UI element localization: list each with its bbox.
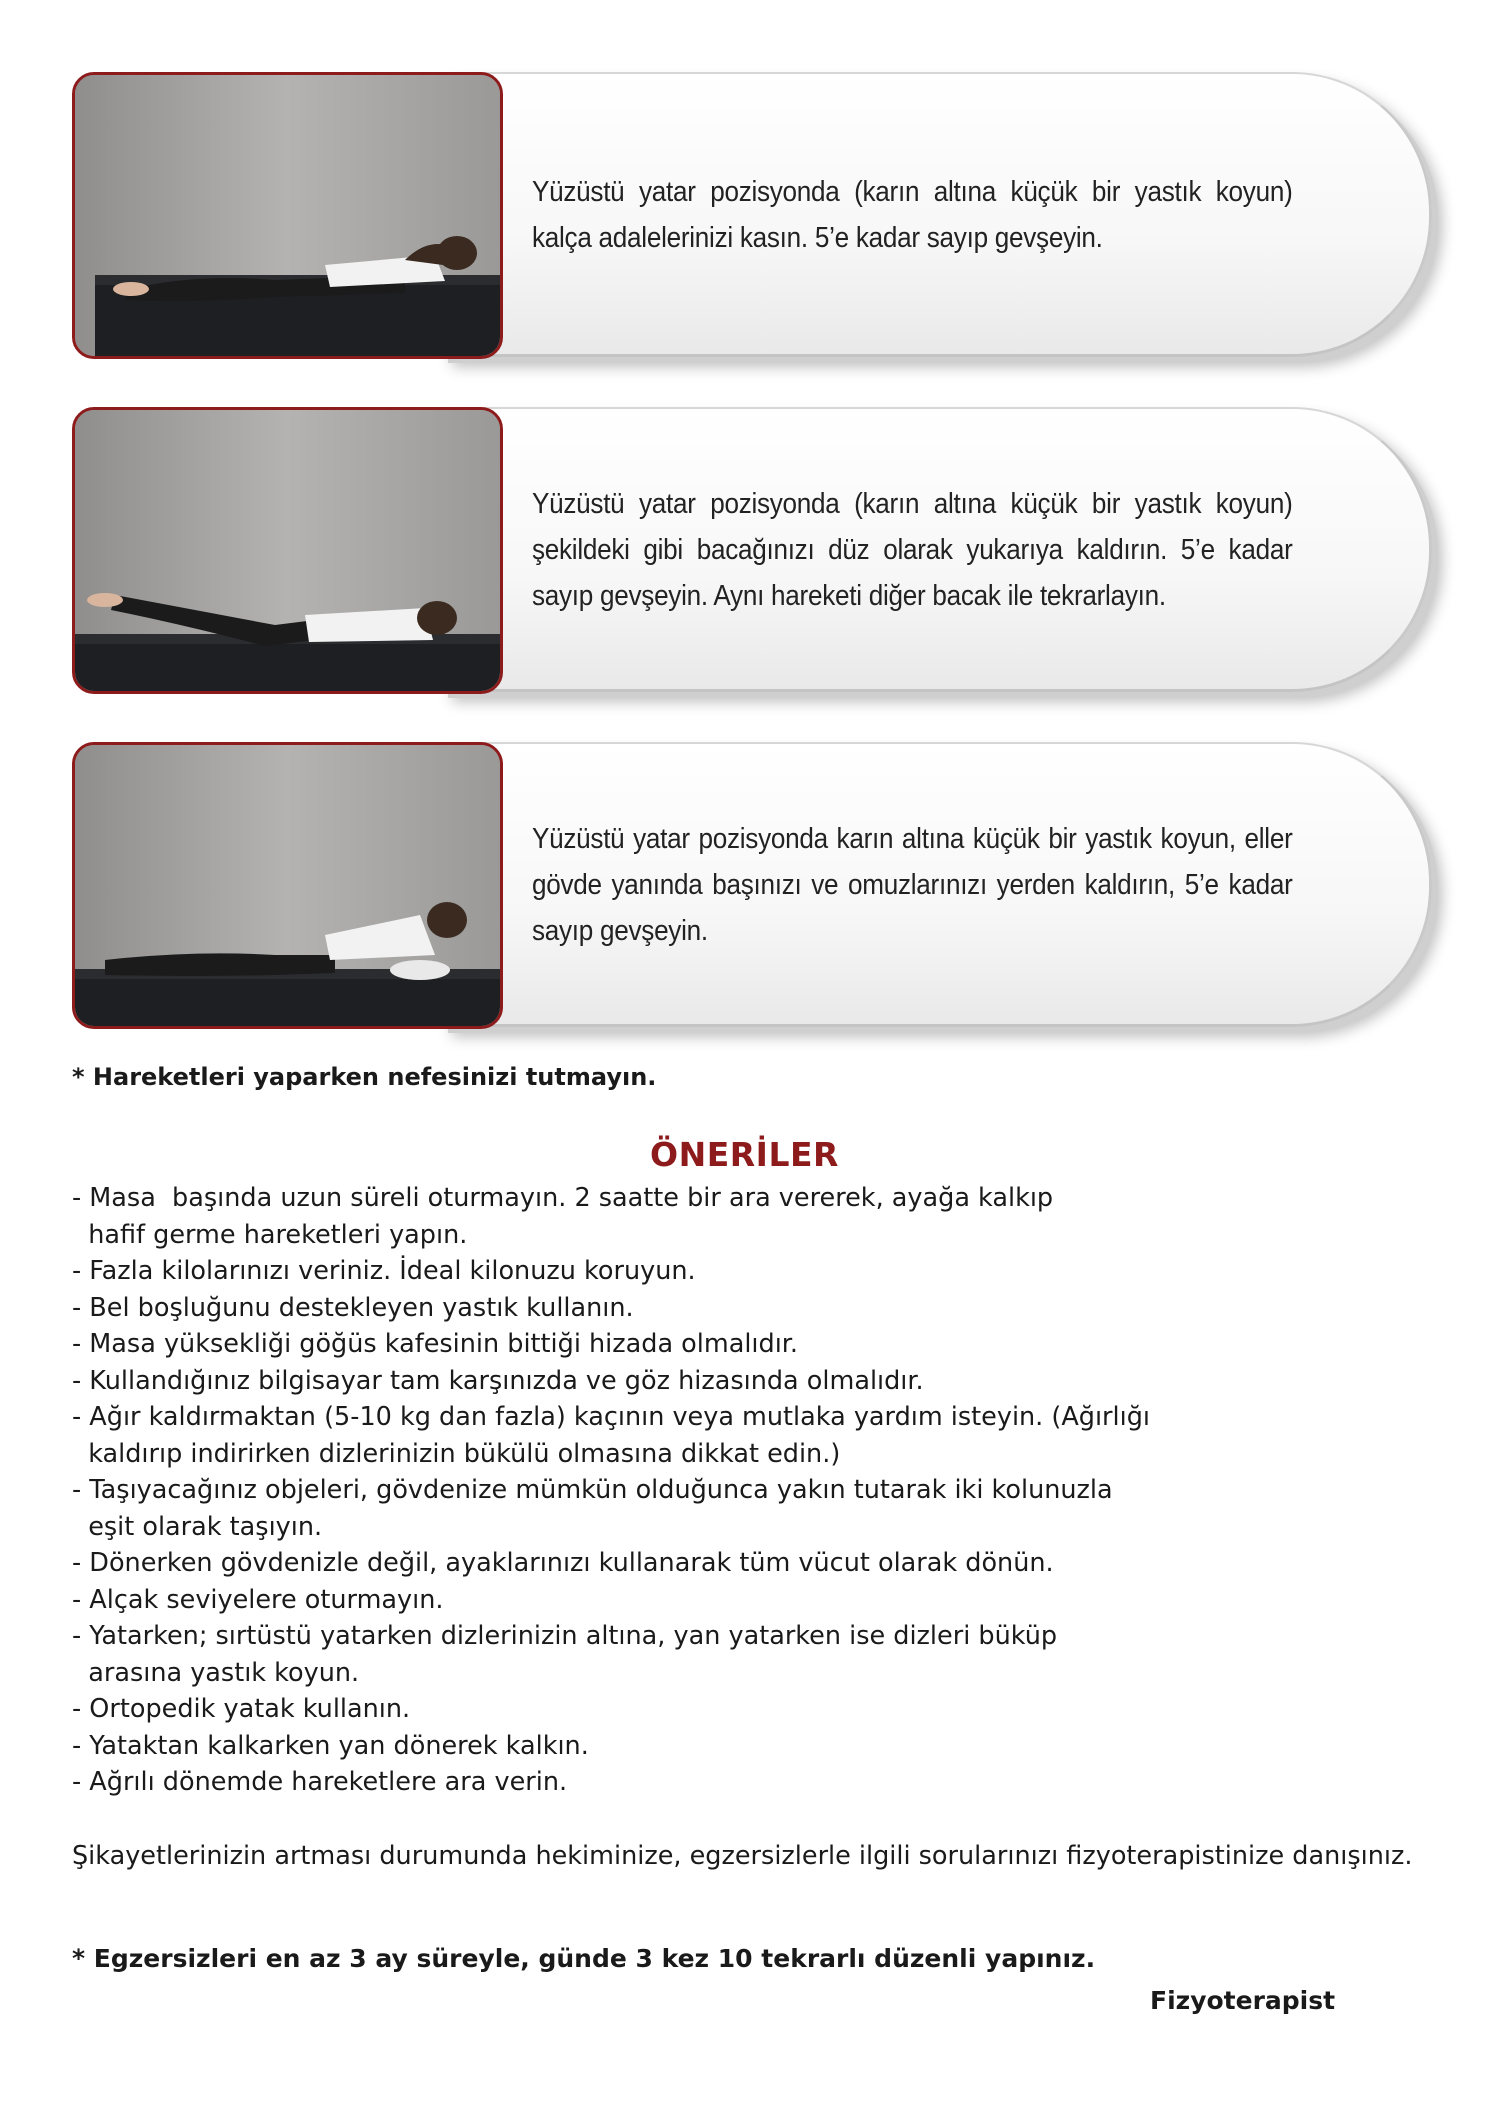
- list-item: eşit olarak taşıyın.: [72, 1511, 323, 1542]
- exercise-schedule-note: * Egzersizleri en az 3 ay süreyle, günde 3 kez 10 tekrarlı düzenli yapınız.: [72, 1944, 1096, 1973]
- list-item: - Kullandığınız bilgisayar tam karşınızda ve göz hizasında olmalıdır.: [72, 1365, 924, 1396]
- complaint-paragraph: Şikayetlerinizin artması durumunda hekiminize, egzersizlerle ilgili sorularınızı fizyoterapistinize danışınız.: [72, 1841, 1413, 1871]
- breathing-note: * Hareketleri yaparken nefesinizi tutmayın.: [72, 1063, 657, 1091]
- list-item: arasına yastık koyun.: [72, 1657, 360, 1688]
- list-item: - Ağır kaldırmaktan (5-10 kg dan fazla) kaçının veya mutlaka yardım isteyin. (Ağırlığı: [72, 1402, 1150, 1432]
- list-item: kaldırıp indirirken dizlerinizin bükülü olmasına dikkat edin.): [72, 1438, 841, 1469]
- exercise-description: Yüzüstü yatar pozisyonda (karın altına küçük bir yastık koyun) şekildeki gibi bacağınızı düz olarak yukarıya kaldırın. 5’e kadar sayıp gevşeyin. Aynı hareketi diğer bacak ile tekrarlayın.: [532, 487, 1293, 612]
- exercise-description: Yüzüstü yatar pozisyonda (karın altına küçük bir yastık koyun) kalça adalelerinizi kasın. 5’e kadar sayıp gevşeyin.: [532, 175, 1293, 254]
- recommendations-list: [72, 1180, 1432, 1801]
- exercise-description: Yüzüstü yatar pozisyonda karın altına küçük bir yastık koyun, eller gövde yanında başınızı ve omuzlarınızı yerden kaldırın, 5’e kadar sayıp gevşeyin.: [532, 822, 1293, 947]
- exercise-photo: [72, 407, 503, 694]
- list-item: - Fazla kilolarınızı veriniz. İdeal kilonuzu koruyun.: [72, 1256, 696, 1286]
- list-item: hafif germe hareketleri yapın.: [72, 1219, 468, 1250]
- exercise-card-3: [72, 742, 1432, 1027]
- list-item: - Masa başında uzun süreli oturmayın. 2 saatte bir ara vererek, ayağa kalkıp: [72, 1183, 1054, 1213]
- list-item: - Ağrılı dönemde hareketlere ara verin.: [72, 1767, 568, 1797]
- list-item: - Ortopedik yatak kullanın.: [72, 1694, 411, 1724]
- list-item: - Dönerken gövdenizle değil, ayaklarınızı kullanarak tüm vücut olarak dönün.: [72, 1548, 1054, 1578]
- exercise-card-2: [72, 407, 1432, 692]
- list-item: - Yataktan kalkarken yan dönerek kalkın.: [72, 1730, 589, 1761]
- list-item: - Taşıyacağınız objeleri, gövdenize mümkün olduğunca yakın tutarak iki kolunuzla: [72, 1475, 1113, 1505]
- recommendations-heading: ÖNERİLER: [650, 1135, 839, 1174]
- list-item: - Masa yüksekliği göğüs kafesinin bittiği hizada olmalıdır.: [72, 1329, 799, 1359]
- list-item: - Yatarken; sırtüstü yatarken dizlerinizin altına, yan yatarken ise dizleri büküp: [72, 1621, 1058, 1651]
- list-item: - Bel boşluğunu destekleyen yastık kullanın.: [72, 1292, 634, 1323]
- signature: Fizyoterapist: [1150, 1986, 1336, 2015]
- exercise-photo: [72, 72, 503, 359]
- list-item: - Alçak seviyelere oturmayın.: [72, 1584, 444, 1615]
- exercise-photo: [72, 742, 503, 1029]
- exercise-card-1: [72, 72, 1432, 357]
